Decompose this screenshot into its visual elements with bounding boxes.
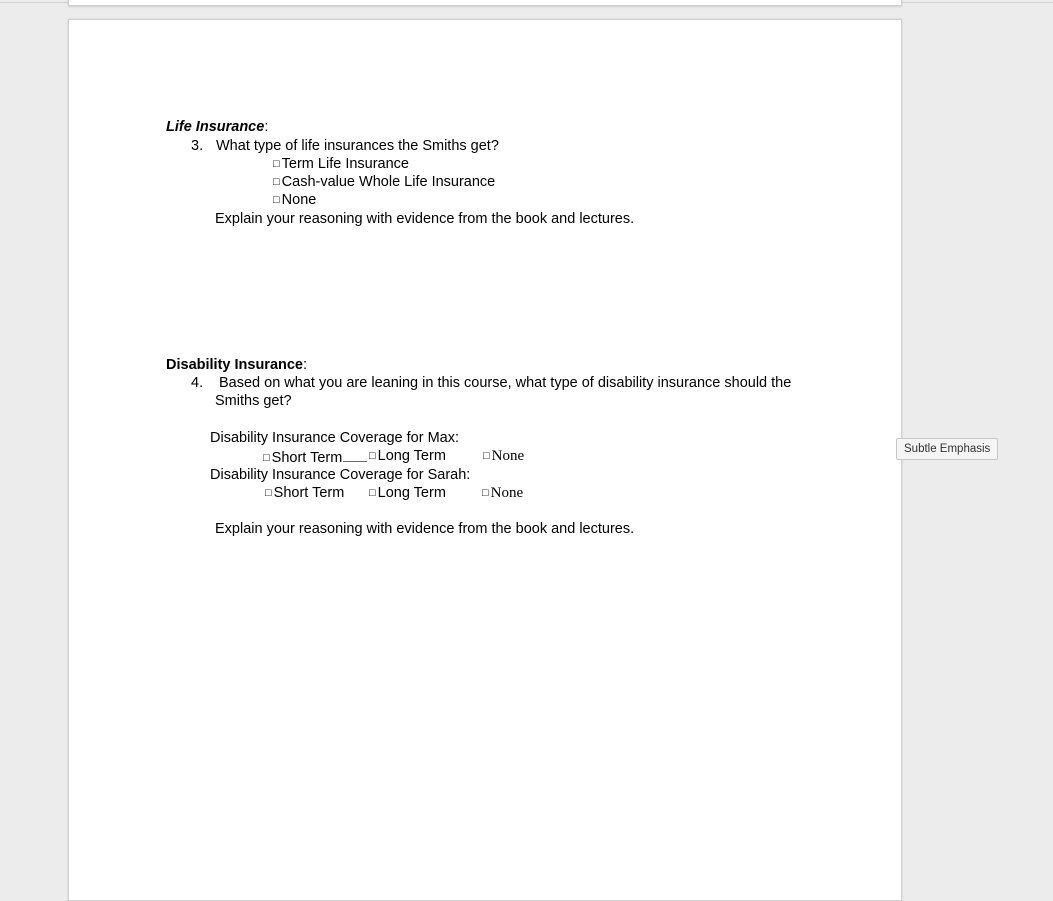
checkbox-icon[interactable]: □ bbox=[265, 487, 272, 499]
checkbox-icon[interactable]: □ bbox=[369, 450, 376, 462]
option-label: Long Term bbox=[377, 448, 446, 464]
question-4-number: 4. bbox=[191, 375, 204, 391]
checkbox-icon[interactable]: □ bbox=[263, 452, 270, 464]
checkbox-icon[interactable]: □ bbox=[482, 487, 489, 499]
option-label: Short Term bbox=[273, 485, 345, 501]
max-long-term-option[interactable] bbox=[369, 447, 446, 466]
life-insurance-heading bbox=[166, 118, 268, 136]
disability-explain-text: Explain your reasoning with evidence from the book and lectures. bbox=[215, 521, 635, 537]
document-page[interactable] bbox=[68, 19, 902, 901]
max-short-term-option[interactable] bbox=[263, 447, 367, 468]
sarah-short-term-option[interactable] bbox=[265, 484, 344, 503]
option-term-life[interactable] bbox=[273, 155, 409, 174]
option-label: None bbox=[281, 192, 317, 208]
previous-page-edge bbox=[68, 0, 902, 6]
life-heading-colon: : bbox=[264, 119, 269, 135]
option-label: Short Term bbox=[271, 450, 343, 466]
disability-heading-text: Disability Insurance bbox=[166, 357, 303, 373]
question-4-text-line1: Based on what you are leaning in this course, what type of disability insurance should the bbox=[219, 375, 792, 391]
question-3-number: 3. bbox=[191, 138, 204, 154]
option-label: None bbox=[491, 448, 525, 464]
option-cash-value-whole-life[interactable] bbox=[273, 173, 495, 192]
max-none-option[interactable] bbox=[483, 447, 524, 466]
checkbox-icon[interactable]: □ bbox=[369, 487, 376, 499]
option-label: Term Life Insurance bbox=[281, 156, 409, 172]
question-4-text-line2: Smiths get? bbox=[215, 393, 292, 409]
style-tooltip: Subtle Emphasis bbox=[896, 438, 998, 460]
checkbox-icon[interactable]: □ bbox=[273, 158, 280, 170]
sarah-none-option[interactable] bbox=[482, 484, 523, 503]
sarah-long-term-option[interactable] bbox=[369, 484, 446, 503]
disability-insurance-heading bbox=[166, 356, 307, 374]
life-heading-text: Life Insurance bbox=[166, 119, 265, 135]
disability-heading-colon: : bbox=[303, 357, 308, 373]
option-label: None bbox=[490, 485, 524, 501]
text-cursor-underline bbox=[343, 447, 367, 462]
checkbox-icon[interactable]: □ bbox=[273, 194, 280, 206]
option-none-life[interactable] bbox=[273, 191, 316, 210]
option-label: Long Term bbox=[377, 485, 446, 501]
question-3-text: What type of life insurances the Smiths get? bbox=[216, 138, 499, 154]
max-coverage-label: Disability Insurance Coverage for Max: bbox=[210, 430, 460, 446]
checkbox-icon[interactable]: □ bbox=[273, 176, 280, 188]
option-label: Cash-value Whole Life Insurance bbox=[281, 174, 496, 190]
life-explain-text: Explain your reasoning with evidence from the book and lectures. bbox=[215, 211, 635, 227]
sarah-coverage-label: Disability Insurance Coverage for Sarah: bbox=[210, 467, 471, 483]
checkbox-icon[interactable]: □ bbox=[483, 450, 490, 462]
